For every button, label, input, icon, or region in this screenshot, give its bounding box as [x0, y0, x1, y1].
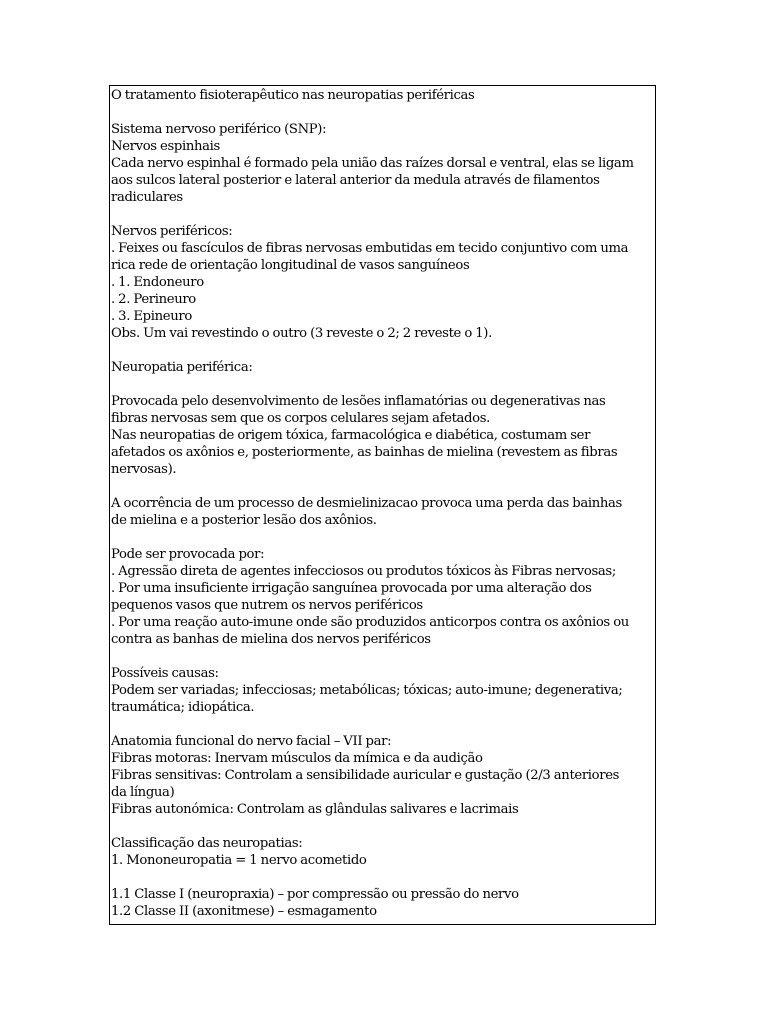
spacer: [111, 376, 655, 393]
snp-subheading: Nervos espinhais: [111, 139, 220, 154]
document-body: [110, 86, 655, 920]
causes-by-line: . Por uma reação auto-imune onde são produzidos anticorpos contra os axônios ou: [111, 615, 629, 630]
neuropathy-heading: Neuropatia periférica:: [111, 360, 253, 375]
snp-line: Cada nervo espinhal é formado pela união das raízes dorsal e ventral, elas se ligam: [111, 156, 634, 171]
causes-by-heading: Pode ser provocada por:: [111, 547, 265, 562]
causes-by-line: . Agressão direta de agentes infecciosos ou produtos tóxicos às Fibras nervosas;: [111, 564, 616, 579]
peripheral-nerves-line: . 2. Perineuro: [111, 292, 196, 307]
spacer: [111, 529, 655, 546]
spacer: [111, 648, 655, 665]
neuropathy-line: Provocada pelo desenvolvimento de lesões inflamatórias ou degenerativas nas: [111, 394, 606, 409]
peripheral-nerves-line: rica rede de orientação longitudinal de vasos sanguíneos: [111, 258, 470, 273]
causes-by-line: contra as banhas de mielina dos nervos periféricos: [111, 632, 431, 647]
peripheral-nerves-line: . 1. Endoneuro: [111, 275, 204, 290]
facial-nerve-line: da língua): [111, 785, 175, 800]
neuropathy-line: Nas neuropatias de origem tóxica, farmacológica e diabética, costumam ser: [111, 428, 591, 443]
spacer: [111, 342, 655, 359]
peripheral-nerves-line: . 3. Epineuro: [111, 309, 192, 324]
spacer: [111, 869, 655, 886]
spacer: [111, 104, 655, 121]
possible-causes-line: Podem ser variadas; infecciosas; metabólicas; tóxicas; auto-imune; degenerativa;: [111, 683, 623, 698]
spacer: [111, 206, 655, 223]
facial-nerve-line: Fibras autonómica: Controlam as glândulas salivares e lacrimais: [111, 802, 519, 817]
facial-nerve-line: Fibras sensitivas: Controlam a sensibilidade auricular e gustação (2/3 anteriores: [111, 768, 620, 783]
classification-sub-item: 1.2 Classe II (axonitmese) – esmagamento: [111, 904, 377, 919]
neuropathy-line: A ocorrência de um processo de desmielinizacao provoca uma perda das bainhas: [111, 496, 622, 511]
spacer: [111, 716, 655, 733]
classification-sub-item: 1.1 Classe I (neuropraxia) – por compressão ou pressão do nervo: [111, 887, 519, 902]
possible-causes-line: traumática; idiopática.: [111, 700, 255, 715]
facial-nerve-heading: Anatomia funcional do nervo facial – VII par:: [111, 734, 392, 749]
snp-line: radiculares: [111, 190, 183, 205]
spacer: [111, 478, 655, 495]
causes-by-line: . Por uma insuficiente irrigação sanguínea provocada por uma alteração dos: [111, 581, 592, 596]
peripheral-nerves-line: Obs. Um vai revestindo o outro (3 reveste o 2; 2 reveste o 1).: [111, 326, 492, 341]
neuropathy-line: de mielina e a posterior lesão dos axônios.: [111, 513, 377, 528]
classification-item: 1. Mononeuropatia = 1 nervo acometido: [111, 853, 367, 868]
neuropathy-line: afetados os axônios e, posteriormente, as bainhas de mielina (revestem as fibras: [111, 445, 618, 460]
peripheral-nerves-line: . Feixes ou fascículos de fibras nervosas embutidas em tecido conjuntivo com uma: [111, 241, 629, 256]
spacer: [111, 818, 655, 835]
facial-nerve-line: Fibras motoras: Inervam músculos da mímica e da audição: [111, 751, 483, 766]
peripheral-nerves-heading: Nervos periféricos:: [111, 224, 233, 239]
neuropathy-line: fibras nervosas sem que os corpos celulares sejam afetados.: [111, 411, 490, 426]
classification-heading: Classificação das neuropatias:: [111, 836, 303, 851]
neuropathy-line: nervosas).: [111, 462, 177, 477]
snp-line: aos sulcos lateral posterior e lateral anterior da medula através de filamentos: [111, 173, 600, 188]
document-page: [109, 85, 656, 925]
document-title: O tratamento fisioterapêutico nas neuropatias periféricas: [111, 88, 475, 103]
possible-causes-heading: Possíveis causas:: [111, 666, 219, 681]
snp-heading: Sistema nervoso periférico (SNP):: [111, 122, 327, 137]
causes-by-line: pequenos vasos que nutrem os nervos periféricos: [111, 598, 423, 613]
